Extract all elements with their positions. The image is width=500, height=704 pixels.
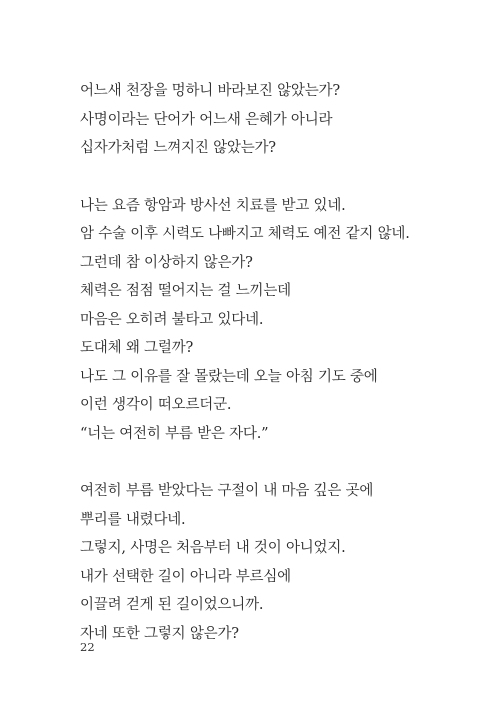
text-line: 어느새 천장을 멍하니 바라보진 않았는가? xyxy=(80,83,340,99)
quote-line: “너는 여전히 부름 받은 자다.” xyxy=(80,425,269,442)
text-line: 내가 선택한 길이 아니라 부르심에 xyxy=(80,568,291,585)
text-line: 마음은 오히려 불타고 있다네. xyxy=(80,311,264,328)
text-line: 뿌리를 내렸다네. xyxy=(80,511,186,528)
text-line: 십자가처럼 느껴지진 않았는가? xyxy=(80,140,276,156)
stanza-1 xyxy=(80,77,440,163)
text-line: 그렇지, 사명은 처음부터 내 것이 아니었지. xyxy=(80,540,346,556)
text-line: 나는 요즘 항암과 방사선 치료를 받고 있네. xyxy=(80,197,346,214)
text-line: 이끌려 걷게 된 길이었으니까. xyxy=(80,597,264,613)
text-line: 사명이라는 단어가 어느새 은혜가 아니라 xyxy=(80,111,333,128)
text-line: 도대체 왜 그럴까? xyxy=(80,340,194,356)
stanza-2 xyxy=(80,192,440,449)
text-line: 나도 그 이유를 잘 몰랐는데 오늘 아침 기도 중에 xyxy=(80,368,378,385)
page-number: 22 xyxy=(80,640,95,654)
text-line: 자네 또한 그렇지 않은가? xyxy=(80,625,239,642)
text-line: 암 수술 이후 시력도 나빠지고 체력도 예전 같지 않네. xyxy=(80,226,410,242)
text-line: 이런 생각이 떠오르더군. xyxy=(80,397,232,413)
text-line: 여전히 부름 받았다는 구절이 내 마음 깊은 곳에 xyxy=(80,483,374,499)
text-line: 그런데 참 이상하지 않은가? xyxy=(80,254,253,271)
page-body xyxy=(80,77,440,677)
stanza-3 xyxy=(80,477,440,648)
text-line: 체력은 점점 떨어지는 걸 느끼는데 xyxy=(80,283,291,299)
